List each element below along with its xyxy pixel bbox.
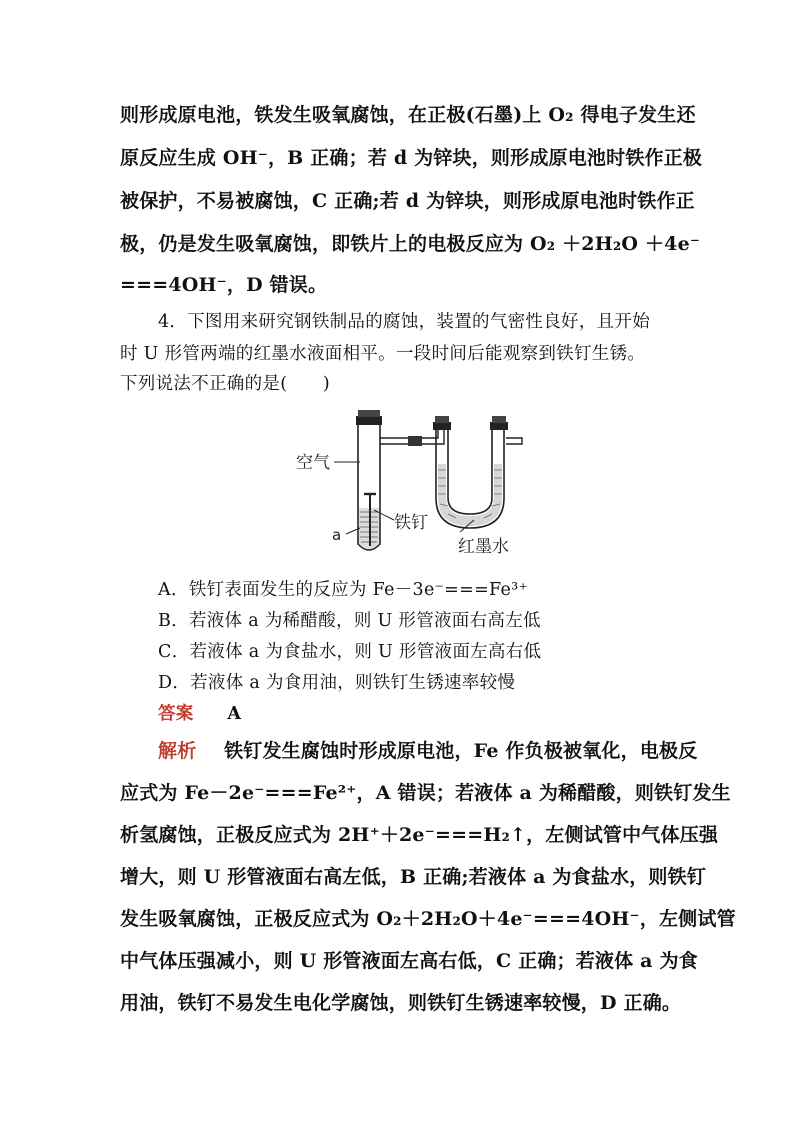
question-line-1: 4．下图用来研究钢铁制品的腐蚀，装置的气密性良好，且开始: [158, 312, 651, 332]
option-b: B．若液体 a 为稀醋酸，则 U 形管液面右高左低: [158, 611, 541, 631]
prev-analysis-line-5: ===4OH⁻，D 错误。: [120, 274, 328, 296]
prev-analysis-line-4: 极，仍是发生吸氧腐蚀，即铁片上的电极反应为 O₂ ＋2H₂O ＋4e⁻: [120, 233, 701, 255]
analysis-label: 解析: [158, 740, 197, 762]
label-red-ink: 红墨水: [458, 537, 509, 557]
connecting-tube: [380, 428, 444, 446]
analysis-line-5: 发生吸氧腐蚀，正极反应式为 O₂＋2H₂O＋4e⁻===4OH⁻，左侧试管: [120, 908, 736, 930]
label-liquid-a: a: [332, 526, 342, 544]
label-nail: 铁钉: [394, 513, 428, 533]
analysis-line-3: 析氢腐蚀，正极反应式为 2H⁺＋2e⁻===H₂↑，左侧试管中气体压强: [120, 824, 719, 846]
question-line-3: 下列说法不正确的是( ): [120, 374, 331, 394]
test-tube: [356, 410, 382, 550]
analysis-line-1: [158, 736, 718, 763]
prev-analysis-line-2: 原反应生成 OH⁻，B 正确；若 d 为锌块，则形成原电池时铁作正极: [120, 147, 703, 169]
prev-analysis-line-1: 则形成原电池，铁发生吸氧腐蚀，在正极(石墨)上 O₂ 得电子发生还: [120, 104, 696, 126]
option-a: A．铁钉表面发生的反应为 Fe－3e⁻===Fe³⁺: [158, 580, 529, 600]
prev-analysis-line-3: 被保护，不易被腐蚀，C 正确;若 d 为锌块，则形成原电池时铁作正: [120, 190, 695, 212]
u-tube: [433, 416, 522, 528]
label-air: 空气: [296, 453, 330, 473]
analysis-line-2: 应式为 Fe－2e⁻===Fe²⁺，A 错误；若液体 a 为稀醋酸，则铁钉发生: [120, 782, 731, 804]
answer-line: [158, 700, 718, 725]
question-line-2: 时 U 形管两端的红墨水液面相平。一段时间后能观察到铁钉生锈。: [120, 344, 646, 364]
corrosion-apparatus-figure: [290, 398, 546, 564]
analysis-text-1: 铁钉发生腐蚀时形成原电池，Fe 作负极被氧化，电极反: [224, 740, 698, 762]
answer-value: A: [227, 704, 242, 724]
analysis-line-4: 增大，则 U 形管液面右高左低，B 正确;若液体 a 为食盐水，则铁钉: [120, 866, 707, 888]
analysis-line-7: 用油，铁钉不易发生电化学腐蚀，则铁钉生锈速率较慢，D 正确。: [120, 992, 682, 1014]
analysis-line-6: 中气体压强减小，则 U 形管液面左高右低，C 正确；若液体 a 为食: [120, 950, 698, 972]
answer-label: 答案: [158, 704, 194, 724]
option-d: D．若液体 a 为食用油，则铁钉生锈速率较慢: [158, 673, 516, 693]
option-c: C．若液体 a 为食盐水，则 U 形管液面左高右低: [158, 642, 542, 662]
